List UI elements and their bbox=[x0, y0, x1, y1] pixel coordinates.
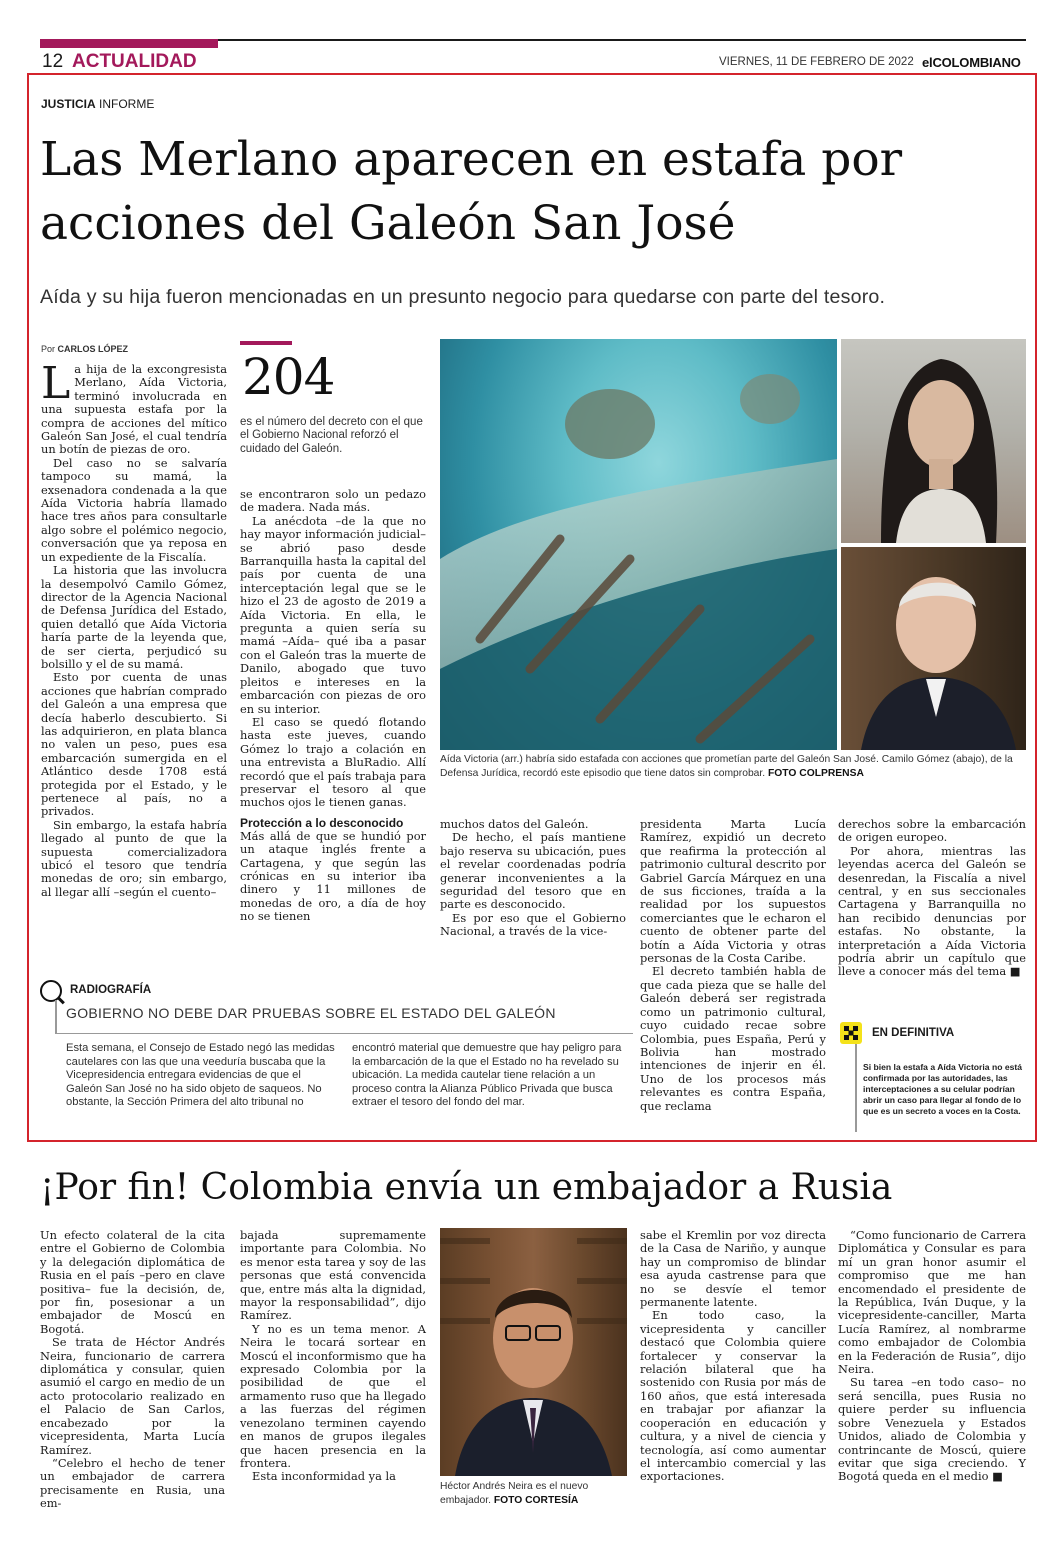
magnifier-icon bbox=[40, 980, 62, 1002]
portrait-neira-illustration bbox=[440, 1228, 627, 1476]
radiografia-text-1: Esta semana, el Consejo de Estado negó las medidas cautelares con las que una veeduría buscaba que la Vicepresidencia entregara evidencias de que el Galeón San José no ha sido objeto de saqueos. No obstante, la Sección Primera del alto tribunal no bbox=[66, 1042, 335, 1108]
lead-paragraph: La hija de la excongresista Merlano, Aída Victoria, terminó involucrada en una supuesta estafa por la compra de acciones del mítico Galeón San José, el cual tendría un botín de piezas de oro. bbox=[41, 358, 227, 457]
deck-subtitle: Aída y su hija fueron mencionadas en un presunto negocio para quedarse con parte del tesoro. bbox=[40, 286, 886, 308]
paragraph: Del caso no se salvaría tampoco su mamá, la exsenadora condenada a la que Aída Victoria habría llamado hace tres años para consultarle algo sobre el polémico negocio, conversación que ya reposa en un expediente de la Fiscalía. bbox=[41, 455, 227, 564]
article2-column-5 bbox=[838, 1229, 1026, 1484]
paragraph: “Como funcionario de Carrera Diplomática y Consular es para mí un gran honor asumir el compromiso que me han encomendado el presidente de la República, Iván Duque, y la vicepresidente-canciller, Marta Lucía Ramírez, al nombrarme como embajador de Colombia en la Federación de Rusia”, dijo Neira. bbox=[838, 1228, 1026, 1377]
paragraph: El caso se quedó flotando hasta este jueves, cuando Gómez lo trajo a colación en una entrevista a BluRadio. Allí recordó que el país trabaja para preservar el tesoro al que muchos ojos le tienen ganas. bbox=[240, 714, 426, 810]
byline-author: CARLOS LÓPEZ bbox=[57, 344, 129, 354]
headline-2: ¡Por fin! Colombia envía un embajador a Rusia bbox=[40, 1167, 893, 1208]
section-name: ACTUALIDAD bbox=[72, 51, 197, 72]
radiografia-label: RADIOGRAFÍA bbox=[70, 984, 152, 996]
article-column-4 bbox=[640, 818, 826, 1113]
kicker-type: INFORME bbox=[95, 97, 155, 111]
paragraph: Sin embargo, la estafa habría llegado al punto de que la supuesta comercializadora ubicó el tesoro que tendría monedas de oro; sin embargo, al llegar allí –según el cuento– bbox=[41, 817, 227, 899]
radiografia-title: GOBIERNO NO DEBE DAR PRUEBAS SOBRE EL ESTADO DEL GALEÓN bbox=[66, 1005, 556, 1021]
summary-icon bbox=[840, 1022, 862, 1044]
article-column-3 bbox=[440, 818, 626, 939]
article2-column-1 bbox=[40, 1229, 225, 1511]
photo-credit: FOTO CORTESÍA bbox=[493, 1494, 579, 1506]
photo-caption bbox=[440, 753, 1028, 780]
paragraph: presidenta Marta Lucía Ramírez, expidió un decreto que reafirma la protección al patrimonio cultural descrito por Gabriel García Márquez en una de sus ficciones, traída a la realidad por los supuestos comerciantes que le echaron el cuento de obtener parte del botín a Aída Victoria y otras personas de la Costa Caribe. bbox=[640, 817, 826, 966]
kicker-category: JUSTICIA bbox=[41, 97, 96, 111]
drop-cap: L bbox=[41, 358, 71, 409]
paragraph: De hecho, el país mantiene bajo reserva su ubicación, pues el revelar coordenadas podría generar inconvenientes a la seguridad del tesoro que en parte es desconocido. bbox=[440, 830, 626, 912]
kicker bbox=[41, 97, 154, 111]
paragraph: Esto por cuenta de unas acciones que habrían comprado del Galeón a una empresa que decía haberlo descubierto. Si las adquirieron, en plata blanca no valen un peso, pues esa embarcación sumergida en el Atlántico desde 1708 está protegida por el Estado, y le pertenece al país, no a privados. bbox=[41, 670, 227, 819]
edition-date: VIERNES, 11 DE FEBRERO DE 2022 bbox=[719, 56, 914, 68]
paragraph: La anécdota –de la que no hay mayor información judicial– se abrió paso desde Barranquilla hasta la capital del país por cuenta de una interceptación legal que se le hizo el 23 de agosto de 2019 a Aída Victoria. En ella, le pregunta a quien sería su mamá –Aída– qué iba a pasar con el Galeón tras la muerte de Danilo, abogado que tuvo pleitos e intereses en la embarcación con piezas de oro en su interior. bbox=[240, 513, 426, 716]
paragraph: Y no es un tema menor. A Neira le tocará sortear en Moscú el inconformismo que ha expresado Colombia por la posibilidad de que el armamento ruso que ha llegado a las fuerzas del régimen venezolano terminen cayendo en manos de grupos ilegales que hacen presencia en la frontera. bbox=[240, 1321, 426, 1470]
paragraph: Su tarea –en todo caso– no será sencilla, pues Rusia no quiere perder su influencia sobre Venezuela y Estados Unidos, aliado de Colombia y contrincante de Moscú, quiere evitar que siga creciendo. Y Bogotá queda en el medio ■ bbox=[838, 1375, 1026, 1484]
paragraph: Por ahora, mientras las leyendas acerca del Galeón se desenredan, la Fiscalía a nivel central, y en sus seccionales Cartagena y Barranquilla no han recibido denuncias por estafas. No obstante, la interpretación a Aída Victoria podría abrir un capítulo que lleve a conocer más del tema ■ bbox=[838, 843, 1026, 979]
photo-credit: FOTO COLPRENSA bbox=[767, 767, 864, 779]
paragraph: muchos datos del Galeón. bbox=[440, 817, 589, 831]
en-definitiva-text: Si bien la estafa a Aída Victoria no está confirmada por las autoridades, las interceptaciones a su celular podrían abrir un caso para llegar al fondo de lo que es un secreto a voces en la Costa. bbox=[863, 1062, 1023, 1116]
section-color-bar bbox=[40, 39, 218, 48]
paragraph: Un efecto colateral de la cita entre el Gobierno de Colombia y la delegación diplomática de Rusia en el país –pero en clave positiva– fue la decisión, de, por fin, posesionar a un embajador de Moscú en Bogotá. bbox=[40, 1228, 225, 1336]
paragraph: En todo caso, la vicepresidenta y canciller destacó que Colombia quiere fortalecer y conservar la relación bilateral que ha sostenido con Rusia por más de 160 años, que está interesada en trabajar por afianzar la cooperación en educación y cultura, y a nivel de ciencia y tecnología, así como aumentar el intercambio comercial y las exportaciones. bbox=[640, 1308, 826, 1484]
portrait-man-illustration bbox=[841, 547, 1026, 750]
shipwreck-illustration bbox=[440, 339, 837, 750]
paragraph: derechos sobre la embarcación de origen europeo. bbox=[838, 817, 1026, 845]
paragraph: Más allá de que se hundió por un ataque inglés frente a Cartagena, y que según las crónicas en su interior iba dinero y 11 millones de monedas de oro, a día de hoy no se tienen bbox=[240, 828, 426, 924]
article2-column-2 bbox=[240, 1229, 426, 1484]
fact-accent-bar bbox=[240, 341, 292, 345]
headline: Las Merlano aparecen en estafa por acciones del Galeón San José bbox=[40, 132, 903, 251]
caption-text: Héctor Andrés Neira es el nuevo embajador. bbox=[440, 1481, 589, 1506]
caption-text: Aída Victoria (arr.) habría sido estafada con acciones que prometían parte del Galeón San José. Camilo Gómez (abajo), de la Defensa Jurídica, recordó este episodio que tiene datos sin comprobar. bbox=[440, 754, 1013, 779]
paragraph: Se trata de Héctor Andrés Neira, funcionario de carrera diplomática y consular, quien asumió el cargo en medio de un acto protocolario realizado en el Palacio de San Carlos, encabezado por la vicepresidenta, Marta Lucía Ramírez. bbox=[40, 1335, 225, 1457]
page-number: 12 bbox=[42, 51, 64, 72]
radiografia-text-2: encontró material que demuestre que hay peligro para la embarcación de la que el Estado no ha revelado su ubicación. La medida cautelar tiene relación a un proceso contra la Alianza Público Privada que busca extraer el tesoro del fondo del mar. bbox=[352, 1042, 622, 1108]
paragraph: El decreto también habla de que cada pieza que se halle del Galeón deberá ser registrada como un patrimonio cultural, cuyo cuidado recae sobre Colombia, pues España, Perú y Bolivia han mostrado intenciones de injerir en él. Uno de los procesos más relevantes es contra España, que reclama bbox=[640, 964, 826, 1113]
fact-number: 204 bbox=[242, 348, 335, 406]
article-column-1 bbox=[41, 358, 227, 899]
hector-neira-photo bbox=[440, 1228, 627, 1476]
camilo-gomez-photo bbox=[841, 547, 1026, 750]
portrait-woman-illustration bbox=[841, 339, 1026, 543]
shipwreck-photo bbox=[440, 339, 837, 750]
aida-victoria-photo bbox=[841, 339, 1026, 543]
paragraph: Esta inconformidad ya la bbox=[252, 1469, 396, 1484]
paragraph: “Celebro el hecho de tener un embajador de carrera precisamente en Rusia, una em- bbox=[40, 1455, 225, 1511]
paragraph: se encontraron solo un pedazo de madera. Nada más. bbox=[240, 487, 426, 515]
paragraph: Es por eso que el Gobierno Nacional, a través de la vice- bbox=[440, 910, 626, 939]
paragraph: bajada supremamente importante para Colombia. No es menor esta tarea y soy de las personas que está convencida que, entre más alta la dignidad, mayor la responsabilidad”, dijo Ramírez. bbox=[240, 1228, 426, 1323]
fact-text: es el número del decreto con el que el Gobierno Nacional reforzó el cuidado del Galeón. bbox=[240, 416, 423, 455]
paragraph: La historia que las involucra la desempolvó Camilo Gómez, director de la Agencia Nacional de Defensa Jurídica del Estado, quien detalló que Aída Victoria haría parte de la leyenda que, de ser cierta, perjudicó su bolsillo y el de su mamá. bbox=[41, 563, 227, 671]
article-column-5 bbox=[838, 818, 1026, 979]
byline-prefix: Por bbox=[41, 344, 58, 354]
subheading: Protección a lo desconocido bbox=[240, 815, 404, 830]
en-definitiva-label: EN DEFINITIVA bbox=[872, 1027, 955, 1039]
photo-caption-2 bbox=[440, 1480, 630, 1507]
newspaper-logo: elCOLOMBIANO bbox=[922, 55, 1021, 70]
byline bbox=[41, 344, 128, 354]
paragraph: sabe el Kremlin por voz directa de la Casa de Nariño, y aunque hay un compromiso de blindar esa ayuda castrense para que no se desvíe el temor permanente latente. bbox=[640, 1228, 826, 1310]
article-column-2 bbox=[240, 488, 426, 924]
article2-column-4 bbox=[640, 1229, 826, 1484]
